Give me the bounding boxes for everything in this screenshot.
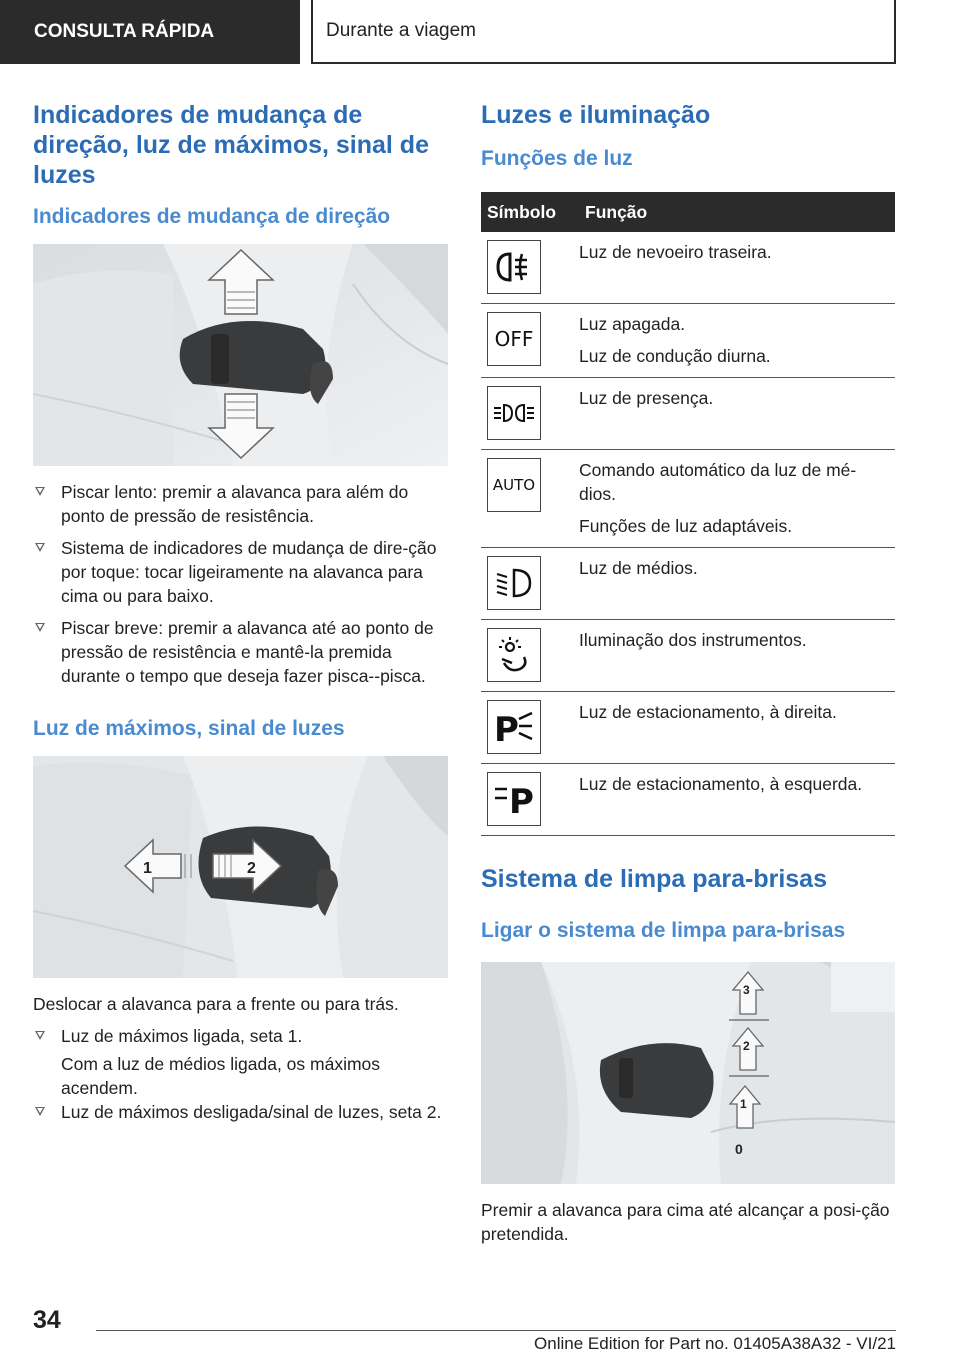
parking-light-right-icon [487, 700, 541, 754]
list-item: Sistema de indicadores de mudança de dire‐ção por toque: tocar ligeiramente na alavanca para cima ou para baixo. [33, 536, 448, 608]
section-title-wipers: Sistema de limpa para-brisas [481, 865, 827, 893]
bullet-triangle-icon [35, 1107, 45, 1116]
table-row: P Luz de estacionamento, à direita. [481, 692, 895, 764]
off-icon: OFF [487, 312, 541, 366]
high-beam-lever-figure [33, 756, 448, 978]
table-row: OFF Luz apagada. Luz de condução diurna. [481, 304, 895, 378]
table-row: P Luz de estacionamento, à esquerda. [481, 764, 895, 836]
auto-icon: AUTO [487, 458, 541, 512]
left-column [33, 100, 448, 1132]
high-beam-note: Com a luz de médios ligada, os máximos acendem. [61, 1054, 381, 1098]
high-beam-intro: Deslocar a alavanca para a frente ou para trás. [33, 994, 399, 1014]
parking-light-left-icon [487, 772, 541, 826]
section-title-lights: Luzes e iluminação [481, 101, 711, 129]
edition-note: Online Edition for Part no. 01405A38A32 - VI/21 [534, 1334, 896, 1353]
section-title-turn-signals: Indicadores de mudança de direção, luz de máximos, sinal de luzes [33, 101, 429, 189]
table-row: Luz de presença. [481, 378, 895, 450]
bullet-triangle-icon [35, 487, 45, 496]
column-header-function: Função [579, 192, 895, 232]
table-row: AUTO Comando automático da luz de mé‐dios. Funções de luz adaptáveis. [481, 450, 895, 548]
footer-divider [96, 1330, 896, 1331]
wiper-lever-figure [481, 962, 895, 1184]
subsection-title-high-beam: Luz de máximos, sinal de luzes [33, 717, 345, 740]
list-item: Luz de máximos desligada/sinal de luzes, seta 2. [33, 1100, 448, 1124]
right-column [481, 100, 895, 1246]
position-label-3: 3 [743, 983, 750, 997]
position-label-2: 2 [743, 1039, 750, 1053]
parking-lights-icon [487, 386, 541, 440]
bullet-triangle-icon [35, 623, 45, 632]
bullet-triangle-icon [35, 543, 45, 552]
svg-text:P: P [509, 782, 534, 819]
arrow-label-2: 2 [247, 860, 256, 877]
high-beam-list-2 [33, 1100, 448, 1124]
rear-fog-light-icon [487, 240, 541, 294]
chapter-tab: Durante a viagem [311, 0, 896, 64]
high-beam-list [33, 1024, 448, 1048]
page-header [0, 0, 960, 66]
low-beam-icon [487, 556, 541, 610]
light-functions-table [481, 192, 895, 836]
bullet-triangle-icon [35, 1031, 45, 1040]
table-row: Luz de nevoeiro traseira. [481, 232, 895, 304]
turn-signal-lever-figure [33, 244, 448, 466]
column-header-symbol: Símbolo [481, 192, 579, 232]
page-footer [0, 1300, 960, 1362]
turn-signal-list [33, 480, 448, 688]
section-tab: CONSULTA RÁPIDA [0, 0, 300, 64]
list-item: Piscar breve: premir a alavanca até ao ponto de pressão de resistência e mantê-la premida durante o tempo que deseja fazer pisca-‐pisca. [33, 616, 448, 688]
wiper-instruction: Premir a alavanca para cima até alcançar a posi‐ção pretendida. [481, 1200, 890, 1244]
arrow-label-1: 1 [143, 860, 152, 877]
subsection-title-light-functions: Funções de luz [481, 147, 633, 170]
subsection-title-wipers-on: Ligar o sistema de limpa para-brisas [481, 919, 846, 942]
table-row: Iluminação dos instrumentos. [481, 620, 895, 692]
subsection-title-turn-indicators: Indicadores de mudança de direção [33, 205, 391, 228]
list-item: Piscar lento: premir a alavanca para além do ponto de pressão de resistência. [33, 480, 448, 528]
instrument-lighting-icon [487, 628, 541, 682]
page-number: 34 [33, 1306, 61, 1334]
position-label-0: 0 [735, 1141, 743, 1157]
table-row: Luz de médios. [481, 548, 895, 620]
svg-text:P: P [494, 710, 519, 747]
position-label-1: 1 [740, 1097, 747, 1111]
table-header-row [481, 192, 895, 232]
list-item: Luz de máximos ligada, seta 1. [33, 1024, 448, 1048]
